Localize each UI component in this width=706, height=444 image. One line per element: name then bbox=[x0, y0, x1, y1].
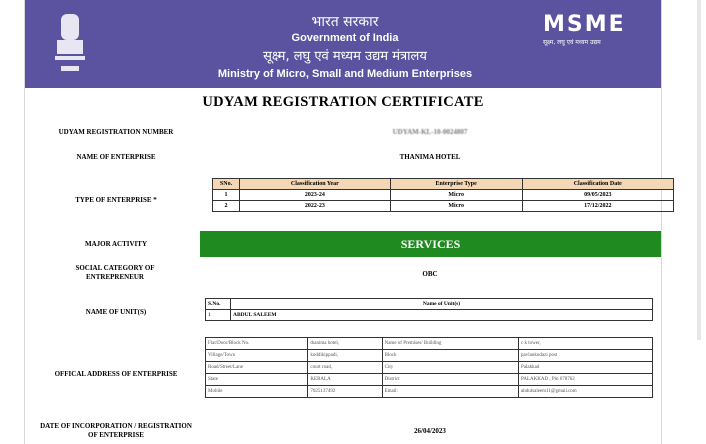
table-cell: c k tower, bbox=[519, 338, 653, 350]
units-label: NAME OF UNIT(S) bbox=[85, 308, 147, 316]
table-cell: 2023-24 bbox=[240, 190, 391, 201]
table-cell: 2 bbox=[213, 201, 240, 212]
table-cell: State bbox=[206, 374, 308, 386]
government-title: Government of India bbox=[291, 32, 399, 44]
table-row bbox=[206, 350, 653, 362]
classification-table bbox=[212, 178, 674, 212]
enterprise-name-label: NAME OF ENTERPRISE bbox=[76, 153, 156, 161]
social-category-label: SOCIAL CATEGORY OF ENTREPRENEUR bbox=[75, 264, 155, 281]
table-header-row bbox=[206, 299, 653, 310]
table-cell: PALAKKAD , Pin 678762 bbox=[519, 374, 653, 386]
table-cell: court road, bbox=[308, 362, 382, 374]
table-row bbox=[213, 201, 674, 212]
table-cell: Palakkad bbox=[519, 362, 653, 374]
table-cell: thanima hotel, bbox=[308, 338, 382, 350]
hindi-government-title: भारत सरकार bbox=[311, 14, 379, 30]
table-cell: abdulsaleem11@gmail.com bbox=[519, 386, 653, 398]
table-cell: Flat/Door/Block No. bbox=[206, 338, 308, 350]
table-row bbox=[206, 362, 653, 374]
table-cell: 7025137492 bbox=[308, 386, 382, 398]
table-header: Enterprise Type bbox=[390, 179, 522, 190]
certificate-page bbox=[24, 0, 662, 444]
table-cell: Village/Town bbox=[206, 350, 308, 362]
table-row bbox=[213, 190, 674, 201]
units-table bbox=[205, 298, 653, 321]
incorporation-date-value: 26/04/2023 bbox=[414, 427, 446, 435]
incorporation-date-label: DATE OF INCORPORATION / REGISTRATION OF ENTERPRISE bbox=[40, 422, 192, 439]
table-header-row bbox=[213, 179, 674, 190]
table-row bbox=[206, 374, 653, 386]
table-cell: pavlankudazi post bbox=[519, 350, 653, 362]
table-header: Classification Date bbox=[522, 179, 673, 190]
table-cell: Micro bbox=[390, 190, 522, 201]
header-banner bbox=[25, 0, 661, 88]
table-header: Name of Unit(s) bbox=[231, 299, 653, 310]
table-row bbox=[206, 310, 653, 321]
msme-logo-wordmark: MSME bbox=[543, 12, 626, 37]
table-cell: ABDUL SALEEM bbox=[231, 310, 653, 321]
certificate-title: UDYAM REGISTRATION CERTIFICATE bbox=[202, 94, 484, 110]
table-cell: koddikippadi, bbox=[308, 350, 382, 362]
table-cell: KERALA bbox=[308, 374, 382, 386]
social-category-value: OBC bbox=[422, 270, 438, 278]
table-cell: 1 bbox=[213, 190, 240, 201]
table-cell: District bbox=[382, 374, 518, 386]
reg-number-value: UDYAM-KL-10-0024807 bbox=[392, 128, 468, 136]
hindi-ministry-title: सूक्ष्म, लघु एवं मध्यम उद्यम मंत्रालय bbox=[263, 49, 427, 64]
major-activity-value: SERVICES bbox=[200, 231, 661, 257]
enterprise-name-value: THANIMA HOTEL bbox=[399, 153, 461, 161]
table-cell: Name of Premises/ Building bbox=[382, 338, 518, 350]
msme-logo-tagline: सूक्ष्म, लघु एवं मध्यम उद्यम bbox=[543, 39, 601, 46]
table-cell: Micro bbox=[390, 201, 522, 212]
table-header: Classification Year bbox=[240, 179, 391, 190]
ministry-title: Ministry of Micro, Small and Medium Enterprises bbox=[217, 68, 473, 80]
table-header: SNo. bbox=[213, 179, 240, 190]
table-header: S.No. bbox=[206, 299, 231, 310]
table-cell: City bbox=[382, 362, 518, 374]
enterprise-type-label: TYPE OF ENTERPRISE * bbox=[75, 196, 157, 204]
table-cell: 1 bbox=[206, 310, 231, 321]
msme-logo bbox=[543, 12, 643, 56]
table-cell: 17/12/2022 bbox=[522, 201, 673, 212]
national-emblem-icon bbox=[53, 12, 87, 76]
table-cell: 09/05/2023 bbox=[522, 190, 673, 201]
table-cell: Block bbox=[382, 350, 518, 362]
table-cell: Email: bbox=[382, 386, 518, 398]
reg-number-label: UDYAM REGISTRATION NUMBER bbox=[58, 128, 174, 136]
scrollbar[interactable] bbox=[697, 0, 701, 340]
table-cell: Road/Street/Lane bbox=[206, 362, 308, 374]
address-label: OFFICAL ADDRESS OF ENTERPRISE bbox=[54, 370, 178, 378]
address-table bbox=[205, 337, 653, 398]
table-row bbox=[206, 338, 653, 350]
table-cell: 2022-23 bbox=[240, 201, 391, 212]
major-activity-label: MAJOR ACTIVITY bbox=[84, 240, 148, 248]
table-cell: Mobile bbox=[206, 386, 308, 398]
table-row bbox=[206, 386, 653, 398]
